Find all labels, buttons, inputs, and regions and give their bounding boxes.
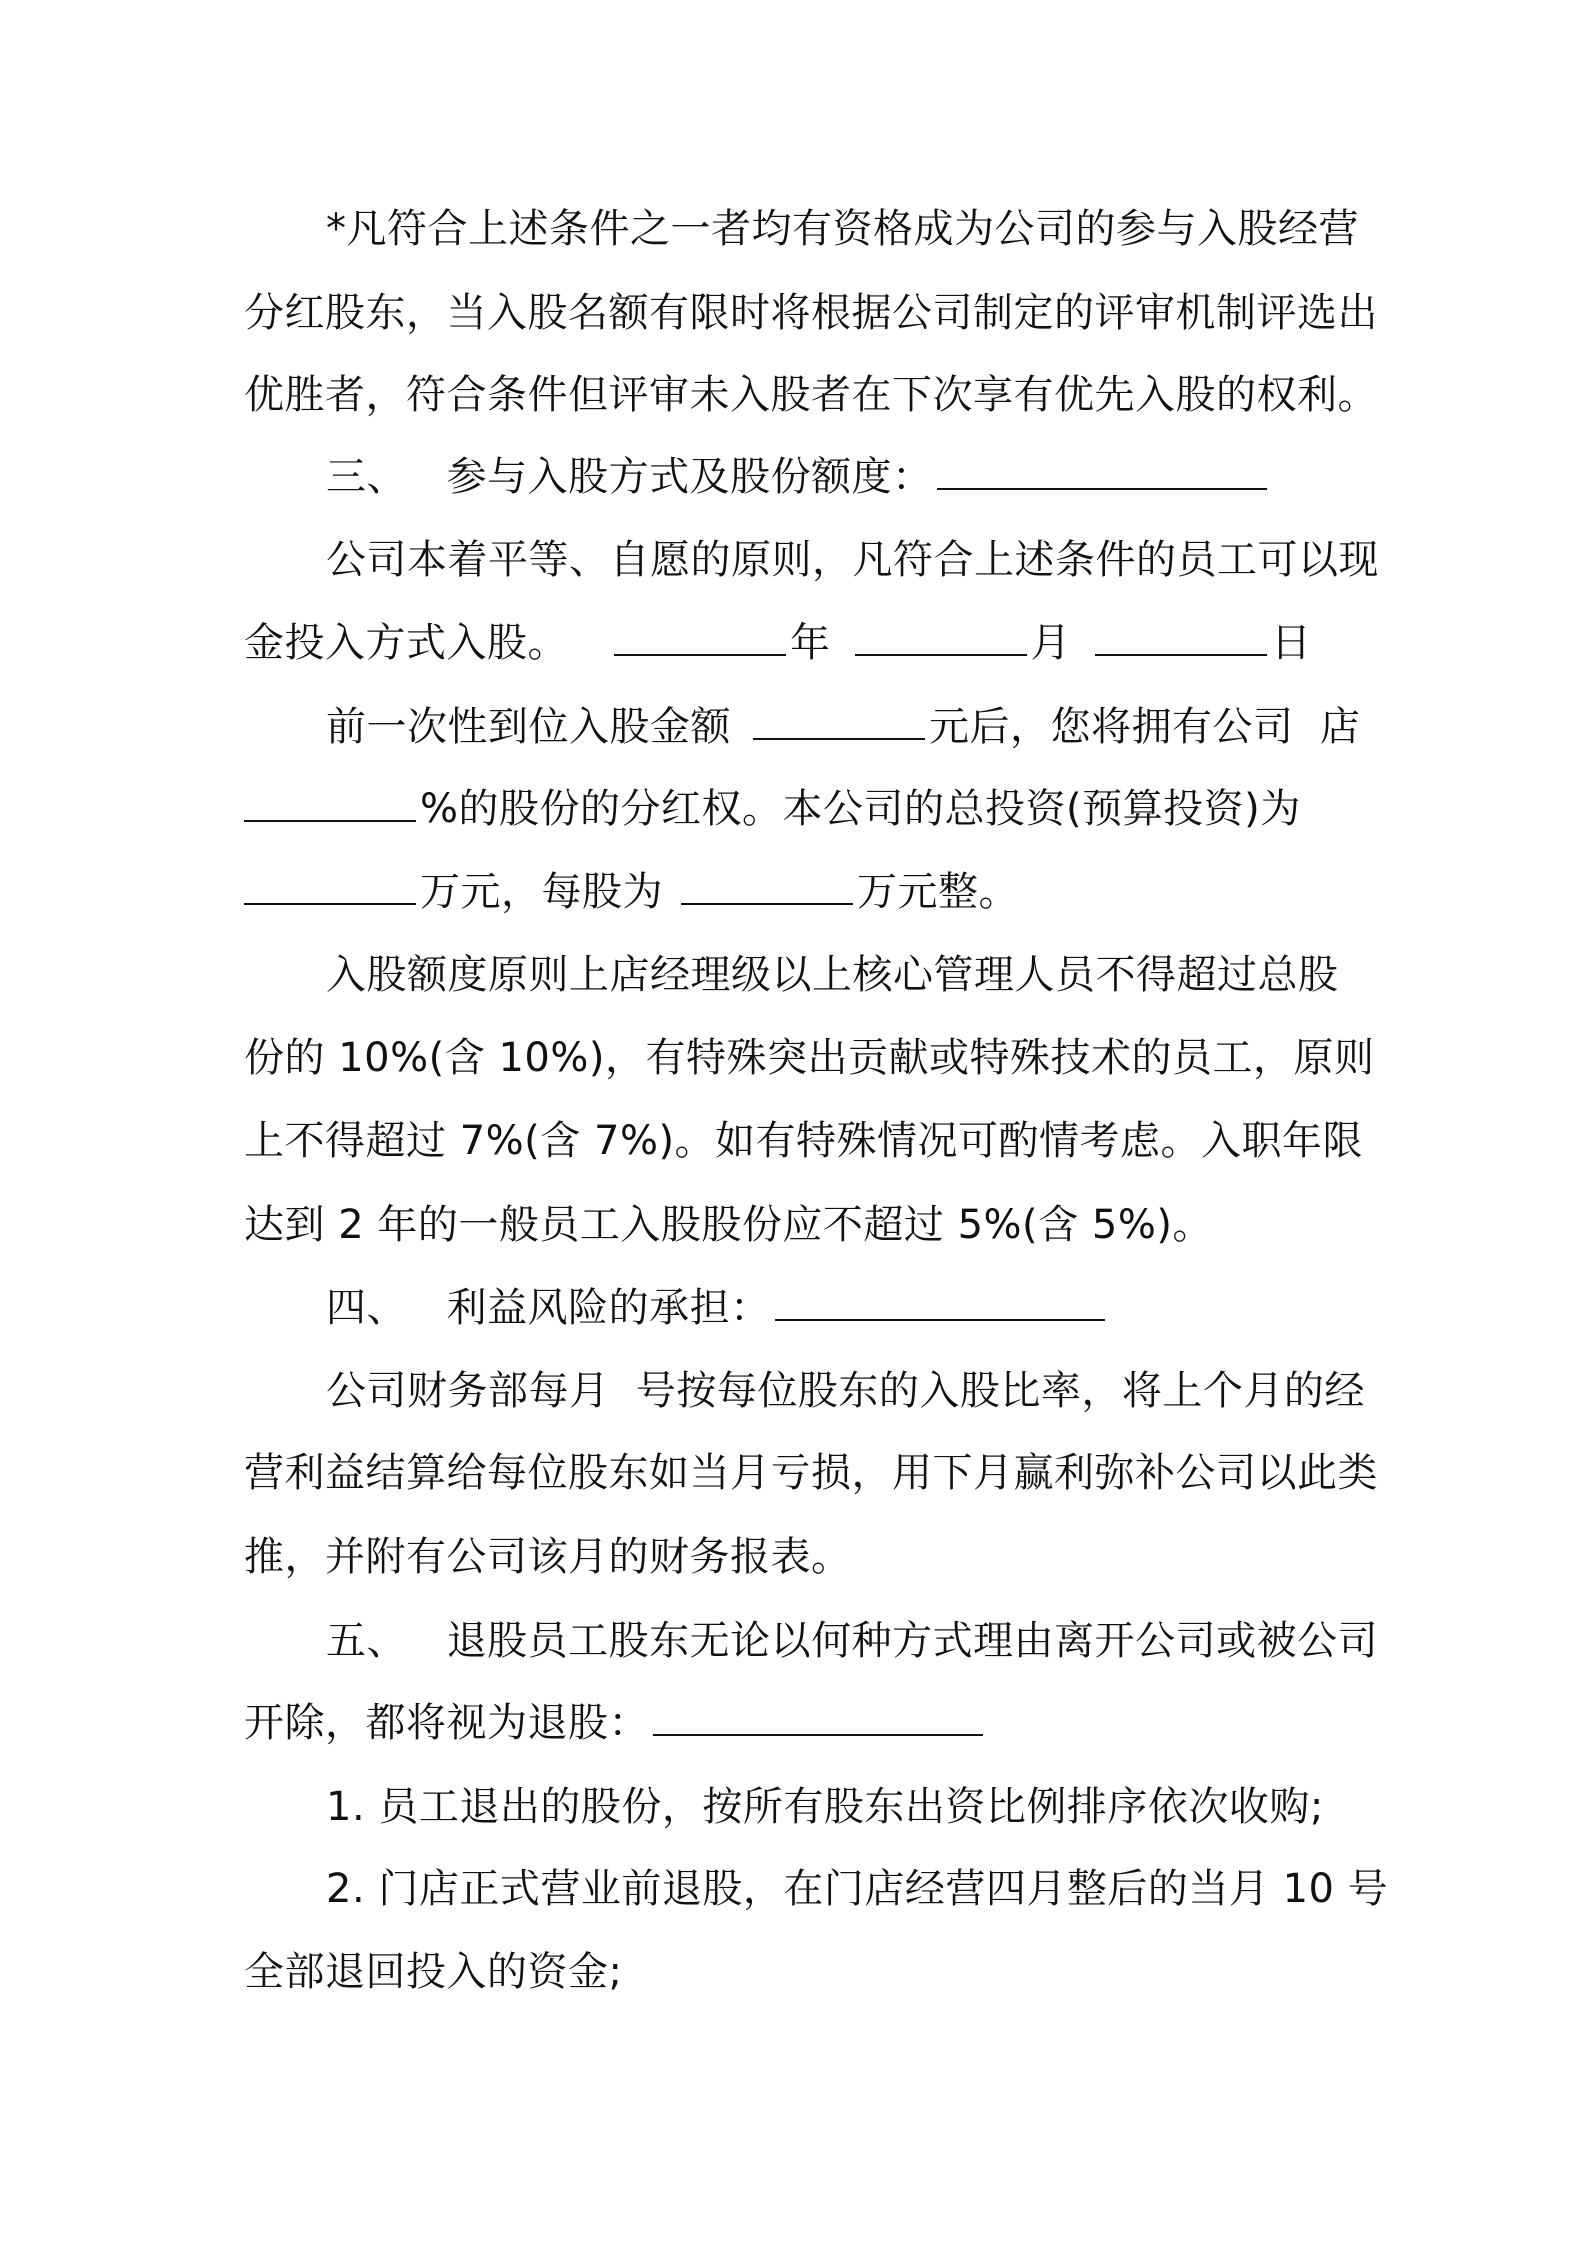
- text: 开除，都将视为退股：: [244, 1700, 649, 1746]
- text-line: [326, 950, 1339, 1000]
- text: 1. 员工退出的股份，按所有股东出资比例排序依次收购;: [326, 1784, 1324, 1830]
- blank-field: [775, 1283, 1105, 1321]
- text-line: [244, 1947, 622, 1997]
- text: 万元整。: [857, 869, 1019, 915]
- list-item: [326, 1782, 1324, 1832]
- text: 公司本着平等、自愿的原则，凡符合上述条件的员工可以现: [326, 537, 1379, 583]
- text: 三、 参与入股方式及股份额度：: [326, 454, 933, 500]
- text-line: [244, 1200, 1213, 1250]
- text-line: [244, 1448, 1378, 1498]
- text: 前一次性到位入股金额: [326, 704, 731, 750]
- text-line: [326, 204, 1359, 254]
- blank-day: [1095, 618, 1267, 656]
- text-line: [244, 784, 1301, 834]
- text: 达到 2 年的一般员工入股股份应不超过 5%(含 5%)。: [244, 1202, 1213, 1248]
- text: 年: [790, 620, 831, 666]
- text: 优胜者，符合条件但评审未入股者在下次享有优先入股的权利。: [244, 372, 1378, 418]
- text-line: [244, 288, 1378, 338]
- text: 全部退回投入的资金;: [244, 1949, 623, 1995]
- text: 上不得超过 7%(含 7%)。如有特殊情况可酌情考虑。入职年限: [244, 1118, 1364, 1164]
- section-heading-3: [326, 452, 1271, 502]
- text: *凡符合上述条件之一者均有资格成为公司的参与入股经营: [326, 206, 1359, 252]
- blank-per-share: [681, 867, 853, 905]
- blank-amount: [753, 702, 925, 740]
- text-line: [326, 1366, 1365, 1416]
- text-line: [244, 1698, 987, 1748]
- text: 四、 利益风险的承担：: [326, 1285, 771, 1331]
- text-line: [244, 618, 1312, 668]
- text: 份的 10%(含 10%)，有特殊突出贡献或特殊技术的员工，原则: [244, 1035, 1375, 1081]
- text-line: [326, 535, 1379, 585]
- text: 入股额度原则上店经理级以上核心管理人员不得超过总股: [326, 952, 1339, 998]
- text: 日: [1271, 620, 1312, 666]
- blank-field: [937, 452, 1267, 490]
- blank-total-investment: [244, 867, 416, 905]
- text-line: [244, 867, 1019, 917]
- list-item: [326, 1864, 1388, 1914]
- text-line: [244, 370, 1378, 420]
- text: 五、 退股员工股东无论以何种方式理由离开公司或被公司: [326, 1618, 1379, 1664]
- blank-field: [653, 1698, 983, 1736]
- text-line: [244, 1116, 1363, 1166]
- text: 月: [1030, 620, 1071, 666]
- blank-month: [855, 618, 1027, 656]
- text: 金投入方式入股。: [244, 620, 568, 666]
- text: 公司财务部每月 号按每位股东的入股比率，将上个月的经: [326, 1368, 1365, 1414]
- text: 万元，每股为: [420, 869, 663, 915]
- text: 2. 门店正式营业前退股，在门店经营四月整后的当月 10 号: [326, 1866, 1389, 1912]
- text-line: [244, 1532, 852, 1582]
- text: 元后，您将拥有公司 店: [929, 704, 1361, 750]
- text: 分红股东，当入股名额有限时将根据公司制定的评审机制评选出: [244, 290, 1378, 336]
- text: 推，并附有公司该月的财务报表。: [244, 1534, 852, 1580]
- text: 营利益结算给每位股东如当月亏损，用下月赢利弥补公司以此类: [244, 1450, 1378, 1496]
- text: %的股份的分红权。本公司的总投资(预算投资)为: [420, 786, 1301, 832]
- text-line: [326, 702, 1360, 752]
- section-heading-4: [326, 1283, 1109, 1333]
- blank-year: [614, 618, 786, 656]
- section-heading-5: [326, 1616, 1378, 1666]
- text-line: [244, 1033, 1374, 1083]
- blank-percent: [244, 784, 416, 822]
